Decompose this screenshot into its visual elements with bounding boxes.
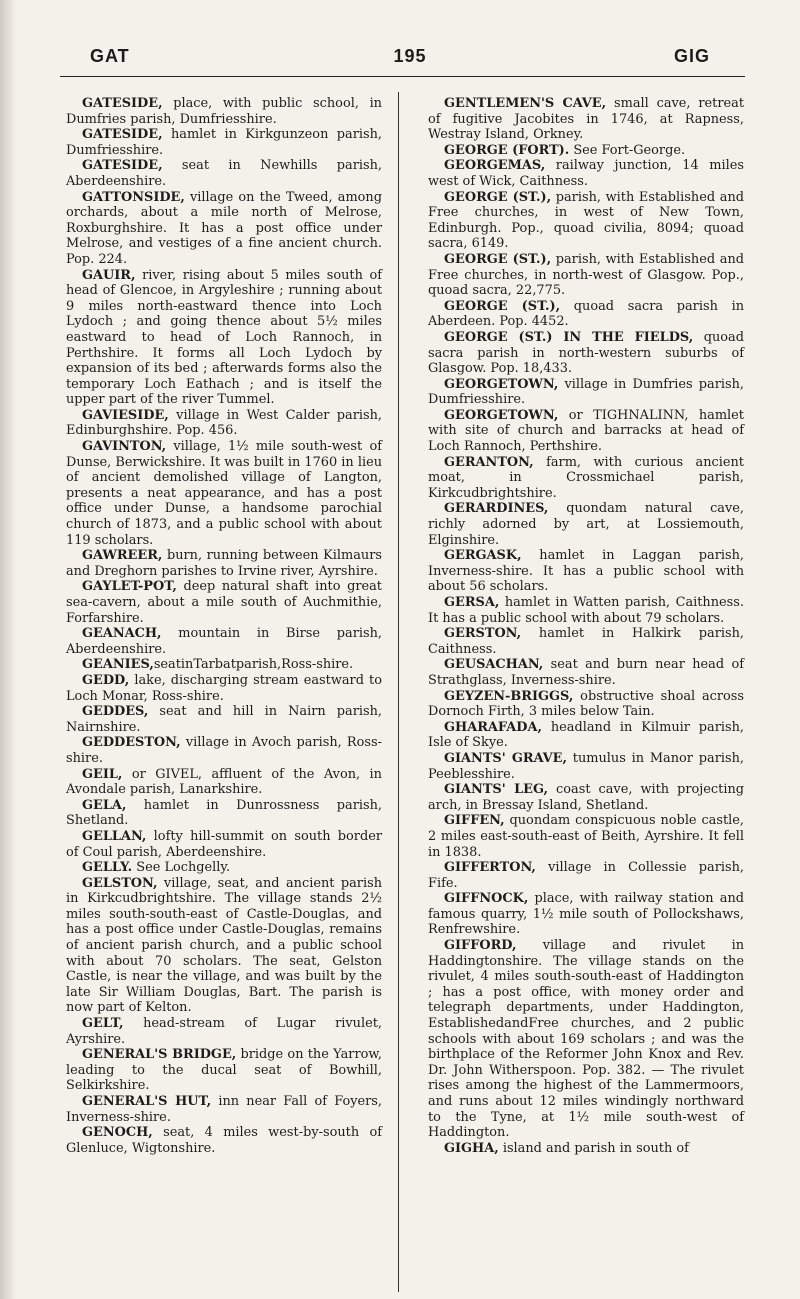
entry-headword: GERANTON, xyxy=(444,454,534,470)
entry-headword: GEDDES, xyxy=(82,704,149,720)
gazetteer-entry xyxy=(66,876,382,1016)
entry-text: quondam natural cave, richly adorned by art, at Lossiemouth, Elginshire. xyxy=(428,501,744,548)
gazetteer-entry xyxy=(428,689,744,720)
entry-text: quoad sacra parish in Aberdeen. Pop. 4452. xyxy=(428,298,744,330)
entry-headword: GIGHA, xyxy=(444,1140,499,1156)
entry-headword: GAVIESIDE, xyxy=(82,407,169,423)
entry-headword: GEANIES, xyxy=(82,657,154,673)
entry-headword: GIFFORD, xyxy=(444,938,517,954)
entry-headword: GENOCH, xyxy=(82,1125,153,1141)
entry-headword: GERSA, xyxy=(444,595,500,610)
gazetteer-entry xyxy=(428,143,744,159)
entry-text: obstructive shoal across Dornoch Firth, 3 miles below Tain. xyxy=(428,688,744,720)
entry-headword: GAYLET-POT, xyxy=(82,579,177,595)
entry-text: burn, running between Kilmaurs and Dreghorn parishes to Irvine river, Ayrshire. xyxy=(66,548,382,579)
entry-headword: GENERAL'S HUT, xyxy=(82,1094,212,1109)
entry-text: small cave, retreat of fugitive Jacobites in 1746, at Rapness, Westray Island, Orkney. xyxy=(428,96,745,143)
entry-text: lake, discharging stream eastward to Loch Monar, Ross-shire. xyxy=(66,672,382,704)
entry-text: deep natural shaft into great sea-cavern, about a mile south of Auchmithie, Forfarshire. xyxy=(66,579,382,626)
entry-text: or TIGHNALINN, hamlet with site of church and barracks at head of Loch Rannoch, Perthshire. xyxy=(428,407,744,455)
entry-headword: GELSTON, xyxy=(82,875,158,891)
entry-text: quoad sacra parish in north-western suburbs of Glasgow. Pop. 18,433. xyxy=(428,329,744,377)
gazetteer-entry xyxy=(428,813,744,860)
gazetteer-entry xyxy=(428,330,744,377)
entry-text: hamlet in Dunrossness parish, Shetland. xyxy=(66,797,382,829)
entry-headword: GEORGEMAS, xyxy=(444,158,546,174)
left-column xyxy=(66,96,382,1156)
entry-headword: GATESIDE, xyxy=(82,127,163,143)
gazetteer-entry xyxy=(66,1125,382,1156)
gazetteer-entry xyxy=(428,626,744,657)
entry-headword: GAVINTON, xyxy=(82,439,167,455)
entry-headword: GENERAL'S BRIDGE, xyxy=(82,1047,237,1063)
right-column xyxy=(428,96,744,1156)
entry-text: village, 1½ mile south-west of Dunse, Berwickshire. It was built in 1760 in lieu of ancient demolished village of Langton, presents a neat appearance, and has a post office under Dunse, a handsome parochial church of 1873, and a public school with about 119 scholars. xyxy=(66,439,382,548)
entry-headword: GELA, xyxy=(82,797,127,813)
gazetteer-entry xyxy=(66,1016,382,1047)
gazetteer-entry xyxy=(66,860,382,876)
entry-text: See Fort-George. xyxy=(569,142,686,158)
gazetteer-entry xyxy=(428,891,744,938)
gazetteer-entry xyxy=(428,455,744,502)
entry-text: bridge on the Yarrow, leading to the ducal seat of Bowhill, Selkirkshire. xyxy=(66,1047,382,1094)
gazetteer-entry xyxy=(66,268,382,408)
gazetteer-entry xyxy=(428,938,744,1141)
entry-headword: GATESIDE, xyxy=(82,158,163,174)
entry-headword: GEORGE (ST.) IN THE FIELDS, xyxy=(444,329,694,345)
gazetteer-entry xyxy=(66,158,382,189)
gazetteer-entry xyxy=(66,190,382,268)
gazetteer-entry xyxy=(428,548,744,595)
gazetteer-entry xyxy=(66,1094,382,1125)
gazetteer-entry xyxy=(428,657,744,688)
scan-edge xyxy=(0,0,16,1299)
entry-text: parish, with Established and Free churches, in west of New Town, Edinburgh. Pop., quoad civilia, 8094; quoad sacra, 6149. xyxy=(428,189,744,252)
gazetteer-entry xyxy=(428,1141,744,1157)
entry-text: seat in Newhills parish, Aberdeenshire. xyxy=(66,158,382,189)
entry-text: inn near Fall of Foyers, Inverness-shire. xyxy=(66,1094,382,1125)
gazetteer-entry xyxy=(66,579,382,626)
entry-headword: GEORGE (ST.), xyxy=(444,189,552,205)
entry-text: place, with railway station and famous quarry, 1½ mile south of Pollockshaws, Renfrewshire. xyxy=(428,891,744,938)
entry-headword: GIFFERTON, xyxy=(444,860,536,876)
entry-headword: GERGASK, xyxy=(444,548,522,564)
entry-headword: GEDDESTON, xyxy=(82,735,181,751)
entry-text: seat and hill in Nairn parish, Nairnshire. xyxy=(66,704,382,735)
entry-text: parish, with Established and Free churches, in north-west of Glasgow. Pop., quoad sacra, 22,775. xyxy=(428,251,744,299)
gazetteer-entry xyxy=(66,96,382,127)
entry-headword: GEORGETOWN, xyxy=(444,407,559,423)
entry-headword: GIANTS' GRAVE, xyxy=(444,750,567,766)
entry-headword: GAWREER, xyxy=(82,548,163,564)
entry-headword: GEORGE (ST.), xyxy=(444,298,561,314)
entry-headword: GERSTON, xyxy=(444,626,522,642)
entry-text: lofty hill-summit on south border of Coul parish, Aberdeenshire. xyxy=(66,828,382,860)
gazetteer-entry xyxy=(66,657,382,673)
gazetteer-entry xyxy=(428,720,744,751)
entry-text: island and parish in south of xyxy=(498,1140,689,1156)
gazetteer-entry xyxy=(66,798,382,829)
gazetteer-entry xyxy=(428,782,744,813)
entry-text: hamlet in Watten parish, Caithness. It has a public school with about 79 scholars. xyxy=(428,595,744,626)
entry-headword: GERARDINES, xyxy=(444,501,549,517)
gazetteer-entry xyxy=(428,299,744,330)
gazetteer-entry xyxy=(428,408,744,455)
column-divider xyxy=(398,92,399,1292)
entry-text: seat and burn near head of Strathglass, Inverness-shire. xyxy=(428,657,744,688)
entry-headword: GEORGE (ST.), xyxy=(444,251,552,267)
entry-headword: GHARAFADA, xyxy=(444,719,542,735)
gazetteer-entry xyxy=(66,548,382,579)
entry-text: village and rivulet in Haddingtonshire. The village stands on the rivulet, 4 miles south-south-east of Haddington ; has a post office, with money order and telegraph departments, under Haddington, EstablishedandFree churches, and 2 public schools with about 169 scholars ; and was the birthplace of the Reformer John Knox and Rev. Dr. John Witherspoon. Pop. 382. — The rivulet rises among the highest of the Lammermoors, and runs about 12 miles windingly northward to the Tyne, at 1½ mile south-west of Haddington. xyxy=(428,938,744,1141)
entry-text: mountain in Birse parish, Aberdeenshire. xyxy=(66,626,382,657)
entry-text: railway junction, 14 miles west of Wick, Caithness. xyxy=(428,158,744,189)
entry-headword: GELLAN, xyxy=(82,828,147,844)
entry-text: farm, with curious ancient moat, in Crossmichael parish, Kirkcudbrightshire. xyxy=(428,454,744,501)
entry-text: seatinTarbatparish,Ross-shire. xyxy=(153,657,354,673)
gazetteer-entry xyxy=(66,829,382,860)
page-header xyxy=(60,46,760,72)
entry-text: hamlet in Laggan parish, Inverness-shire. It has a public school with about 56 scholars. xyxy=(428,548,744,595)
gazetteer-entry xyxy=(66,439,382,548)
entry-headword: GELLY. xyxy=(82,860,133,876)
entry-text: village, seat, and ancient parish in Kirkcudbrightshire. The village stands 2½ miles south-south-east of Castle-Douglas, and has a post office under Castle-Douglas, remains of ancient parish church, and a public school with about 70 scholars. The seat, Gelston Castle, is near the village, and was built by the late Sir William Douglas, Bart. The parish is now part of Kelton. xyxy=(66,875,382,1016)
entry-text: village in West Calder parish, Edinburghshire. Pop. 456. xyxy=(66,407,382,439)
entry-headword: GIANTS' LEG, xyxy=(444,782,549,798)
page-number: 195 xyxy=(393,46,427,66)
header-right-guide: GIG xyxy=(673,46,710,66)
entry-headword: GEYZEN-BRIGGS, xyxy=(444,688,574,704)
entry-text: village on the Tweed, among orchards, about a mile north of Melrose, Roxburghshire. It has a post office under Melrose, and vestiges of a fine ancient church. Pop. 224. xyxy=(66,189,382,267)
entry-text: or GIVEL, affluent of the Avon, in Avondale parish, Lanarkshire. xyxy=(66,766,382,798)
gazetteer-entry xyxy=(428,96,744,143)
gazetteer-entry xyxy=(428,595,744,626)
gazetteer-entry xyxy=(428,751,744,782)
header-rule xyxy=(60,76,745,77)
gazetteer-entry xyxy=(66,1047,382,1094)
entry-text: seat, 4 miles west-by-south of Glenluce, Wigtonshire. xyxy=(66,1125,382,1156)
gazetteer-entry xyxy=(428,501,744,548)
entry-text: coast cave, with projecting arch, in Bressay Island, Shetland. xyxy=(428,782,744,813)
entry-headword: GATTONSIDE, xyxy=(82,189,185,205)
entry-headword: GATESIDE, xyxy=(82,96,163,111)
entry-headword: GAUIR, xyxy=(82,267,136,283)
entry-headword: GEIL, xyxy=(82,766,123,782)
entry-text: village in Dumfries parish, Dumfriesshire. xyxy=(428,376,744,408)
entry-text: hamlet in Halkirk parish, Caithness. xyxy=(428,626,744,657)
entry-text: river, rising about 5 miles south of head of Glencoe, in Argyleshire ; running about 9 miles north-eastward thence into Loch Lydoch ; and going thence about 5½ miles eastward to head of Loch Rannoch, in Perthshire. It forms all Loch Lydoch by expansion of its bed ; afterwards forms also the temporary Loch Eathach ; and is itself the upper part of the river Tummel. xyxy=(66,267,382,408)
entry-headword: GENTLEMEN'S CAVE, xyxy=(444,96,607,111)
gazetteer-entry xyxy=(428,377,744,408)
entry-text: tumulus in Manor parish, Peeblesshire. xyxy=(428,750,744,782)
entry-headword: GEORGETOWN, xyxy=(444,376,559,392)
entry-text: hamlet in Kirkgunzeon parish, Dumfriesshire. xyxy=(66,127,382,158)
entry-text: quondam conspicuous noble castle, 2 miles east-south-east of Beith, Ayrshire. It fell in 1838. xyxy=(428,813,744,860)
gazetteer-entry xyxy=(428,190,744,252)
gazetteer-entry xyxy=(66,704,382,735)
entry-text: head-stream of Lugar rivulet, Ayrshire. xyxy=(66,1016,382,1047)
gazetteer-entry xyxy=(66,673,382,704)
header-left-guide: GAT xyxy=(90,46,130,66)
gazetteer-entry xyxy=(428,252,744,299)
entry-headword: GEDD, xyxy=(82,672,130,688)
gazetteer-entry xyxy=(66,626,382,657)
entry-headword: GIFFEN, xyxy=(444,813,505,829)
entry-text: headland in Kilmuir parish, Isle of Skye. xyxy=(428,719,744,751)
gazetteer-entry xyxy=(66,767,382,798)
gazetteer-entry xyxy=(66,408,382,439)
entry-headword: GIFFNOCK, xyxy=(444,891,529,907)
entry-text: See Lochgelly. xyxy=(132,860,231,876)
gazetteer-entry xyxy=(428,158,744,189)
entry-headword: GEANACH, xyxy=(82,626,162,642)
gazetteer-entry xyxy=(66,735,382,766)
entry-text: village in Collessie parish, Fife. xyxy=(428,860,744,891)
entry-text: place, with public school, in Dumfries parish, Dumfriesshire. xyxy=(66,96,382,127)
gazetteer-entry xyxy=(428,860,744,891)
entry-text: village in Avoch parish, Ross-shire. xyxy=(66,735,382,766)
gazetteer-entry xyxy=(66,127,382,158)
entry-headword: GEORGE (FORT). xyxy=(444,142,570,158)
entry-headword: GELT, xyxy=(82,1016,124,1032)
entry-headword: GEUSACHAN, xyxy=(444,657,544,673)
